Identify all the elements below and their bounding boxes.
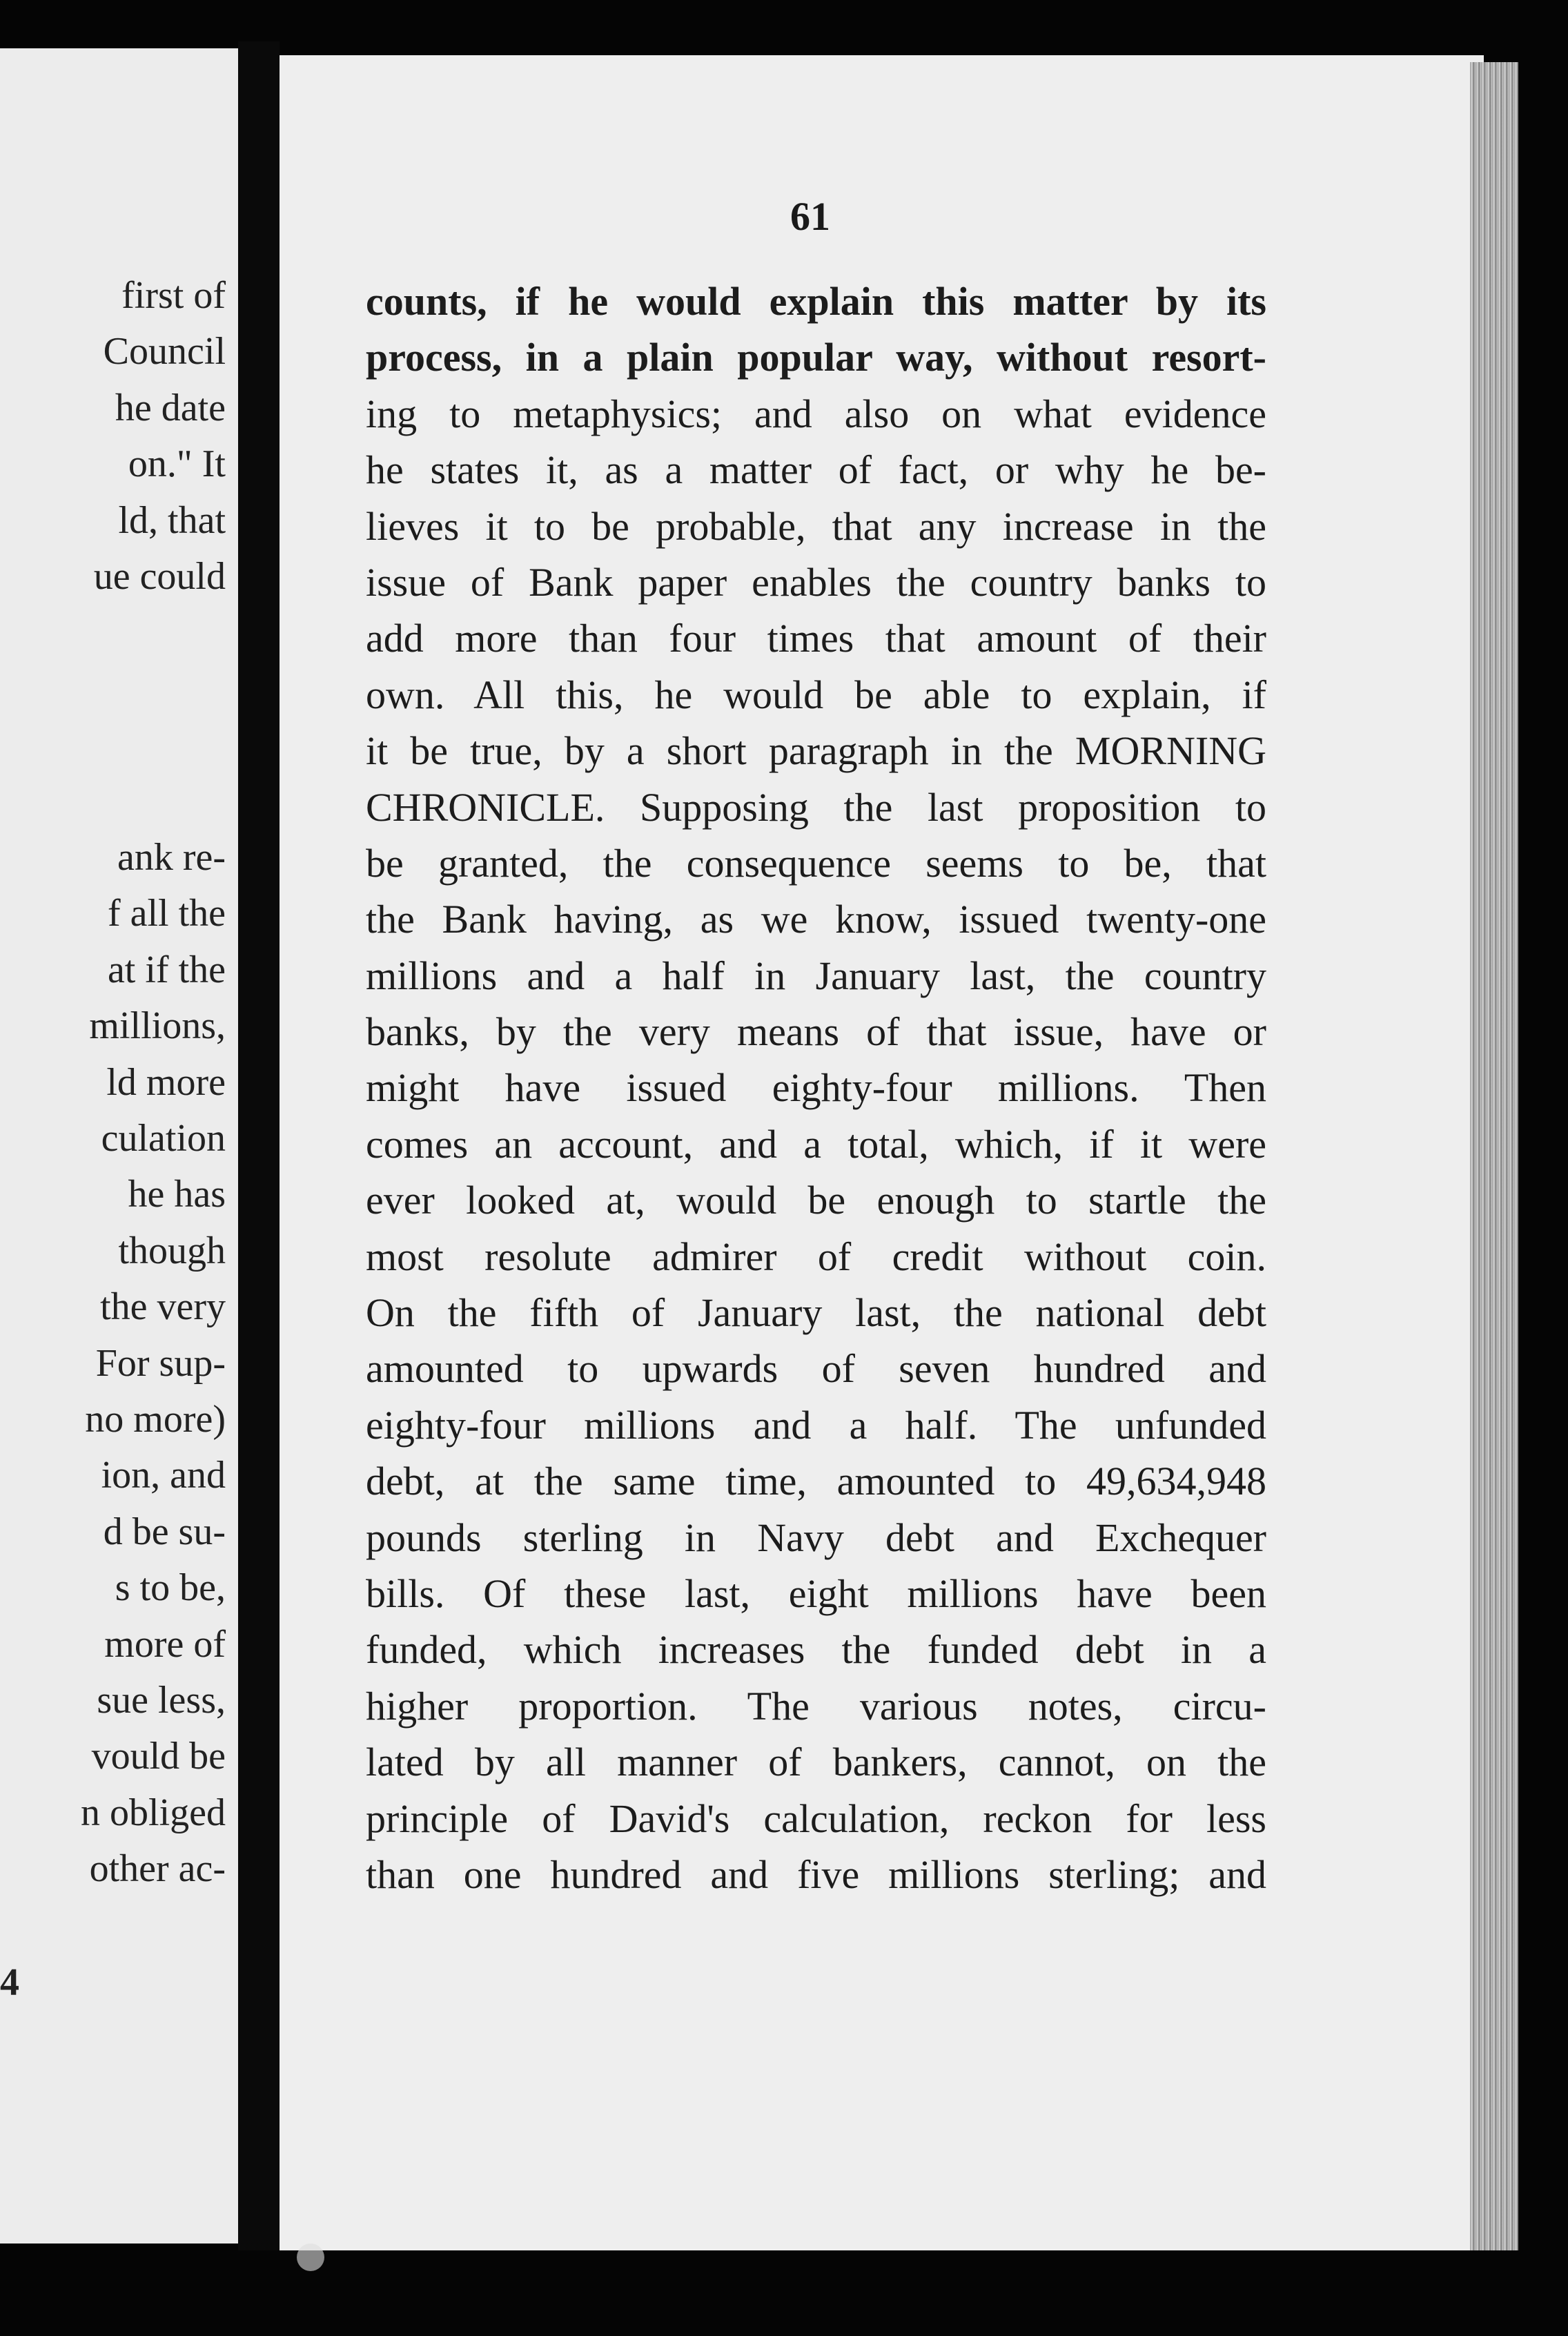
left-page-line: f all the (107, 892, 226, 935)
text-line: most resolute admirer of credit without coin. (366, 1234, 1266, 1279)
text-line: it be true, by a short paragraph in the MORNING (366, 728, 1266, 774)
left-page-line: culation (101, 1117, 226, 1160)
left-page-line: the very (100, 1285, 226, 1329)
left-page-line: ank re- (117, 836, 226, 879)
left-page-line: he has (128, 1173, 226, 1216)
text-line: ing to metaphysics; and also on what evidence (366, 391, 1266, 436)
text-line: the Bank having, as we know, issued twenty-one (366, 897, 1266, 942)
left-page-line: ld more (106, 1060, 226, 1104)
text-line: lated by all manner of bankers, cannot, on the (366, 1740, 1266, 1785)
left-page-line: Council (103, 330, 226, 373)
text-line: banks, by the very means of that issue, have or (366, 1009, 1266, 1055)
text-line: millions and a half in January last, the country (366, 953, 1266, 998)
left-page-line: ion, and (101, 1454, 226, 1497)
text-line: CHRONICLE. Supposing the last proposition to (366, 784, 1266, 830)
left-page-line: sue less, (97, 1679, 226, 1722)
text-line: own. All this, he would be able to explain, if (366, 672, 1266, 717)
left-page-line: ue could (93, 555, 226, 598)
left-page-line: he date (115, 386, 226, 429)
book-gutter (238, 41, 280, 2250)
text-line: be granted, the consequence seems to be, that (366, 840, 1266, 886)
left-page-line: vould be (91, 1735, 226, 1778)
text-line: process, in a plain popular way, without resort- (366, 335, 1266, 380)
page-edges (1470, 62, 1518, 2250)
left-page-line: n obliged (81, 1791, 226, 1834)
text-line: bills. Of these last, eight millions have been (366, 1570, 1266, 1616)
text-line: add more than four times that amount of their (366, 616, 1266, 661)
text-line: might have issued eighty-four millions. Then (366, 1065, 1266, 1111)
smudge-mark (297, 2243, 324, 2271)
left-page-line: d be su- (103, 1510, 226, 1553)
text-line: than one hundred and five millions sterling; and (366, 1851, 1266, 1897)
left-page-line: s to be, (115, 1566, 226, 1610)
text-line: he states it, as a matter of fact, or why he be- (366, 447, 1266, 493)
left-facing-page (0, 48, 238, 2243)
page-number: 61 (790, 194, 830, 239)
text-line: eighty-four millions and a half. The unfunded (366, 1402, 1266, 1448)
text-line: amounted to upwards of seven hundred and (366, 1346, 1266, 1392)
text-line: funded, which increases the funded debt in a (366, 1627, 1266, 1673)
text-line: pounds sterling in Navy debt and Exchequer (366, 1515, 1266, 1560)
left-page-line: no more) (85, 1398, 226, 1441)
left-page-line: more of (104, 1622, 226, 1666)
text-line: ever looked at, would be enough to startle the (366, 1178, 1266, 1223)
text-line: debt, at the same time, amounted to 49,634,948 (366, 1459, 1266, 1504)
text-line: lieves it to be probable, that any increase in the (366, 503, 1266, 549)
text-line: higher proportion. The various notes, circu- (366, 1683, 1266, 1729)
page-body-text (366, 273, 1266, 1902)
left-page-line: other ac- (89, 1847, 226, 1891)
left-page-line: though (118, 1229, 226, 1272)
text-line: principle of David's calculation, reckon for less (366, 1795, 1266, 1841)
left-page-line: first of (121, 274, 226, 317)
text-line: comes an account, and a total, which, if it were (366, 1121, 1266, 1167)
text-line: On the fifth of January last, the national debt (366, 1290, 1266, 1336)
text-line: counts, if he would explain this matter by its (366, 279, 1266, 324)
left-page-line: For sup- (95, 1341, 226, 1385)
left-page-line: ld, that (118, 498, 226, 542)
left-page-line: on." It (128, 442, 226, 486)
text-line: issue of Bank paper enables the country banks to (366, 559, 1266, 605)
left-page-signature-mark: 4 (0, 1961, 19, 2004)
left-page-line: at if the (107, 948, 226, 991)
left-page-line: millions, (89, 1004, 226, 1048)
